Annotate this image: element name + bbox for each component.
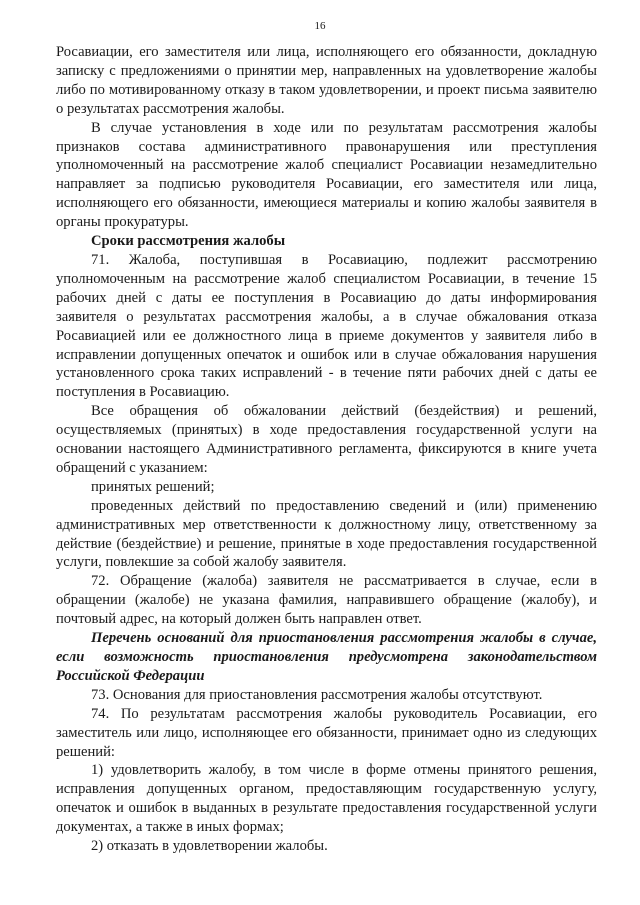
paragraph-report-note: Росавиации, его заместителя или лица, исполняющего его обязанности, докладную записку с предложениями о принятии мер, направленных на удовлетворение жалобы либо по мотивированному отказу в таком удовлетворении, и проект письма заявителю о результатах рассмотрения жалобы. [56,44,597,117]
list-item-decisions: принятых решений; [91,478,215,495]
section-heading-suspension: Перечень оснований для приостановления рассмотрения жалобы в случае, если возможность приостановления предусмотрена законодательством Российской Федерации [56,630,597,684]
paragraph-71: 71. Жалоба, поступившая в Росавиацию, подлежит рассмотрению уполномоченным на рассмотрение жалоб специалистом Росавиации, в течение 15 рабочих дней с даты ее поступления в Росавиацию до даты информирования заявителя о результатах рассмотрения жалобы, а в случае обжалования отказа Росавиацией или ее должностного лица в приеме документов у заявителя либо в исправлении допущенных опечаток и ошибок или в случае обжалования нарушения установленного срока таких исправлений - в течение пяти рабочих дней с даты ее поступления в Росавиацию. [56,251,597,401]
list-item-actions: проведенных действий по предоставлению сведений и (или) применению административных мер ответственности к должностному лицу, ответственному за действие (бездействие) и решение, принятые в ходе предоставления государственной услуги, повлекшие за собой жалобу заявителя. [56,497,597,571]
list-item-refuse: 2) отказать в удовлетворении жалобы. [91,838,328,855]
page-number: 16 [314,20,326,32]
section-heading-review-terms: Сроки рассмотрения жалобы [91,233,286,250]
paragraph-73: 73. Основания для приостановления рассмотрения жалобы отсутствуют. [91,686,543,703]
document-body [56,43,597,856]
paragraph-72: 72. Обращение (жалоба) заявителя не рассматривается в случае, если в обращении (жалобе) не указана фамилия, направившего обращение (жалобу), и почтовый адрес, на который должен быть направлен ответ. [56,573,597,628]
paragraph-prosecution: В случае установления в ходе или по результатам рассмотрения жалобы признаков состава административного правонарушения или преступления уполномоченный на рассмотрение жалоб специалист Росавиации незамедлительно направляет за подписью руководителя Росавиации, его заместителя или лица, исполняющего его обязанности, имеющиеся материалы и копию жалобы заявителя в органы прокуратуры. [56,119,597,231]
paragraph-74: 74. По результатам рассмотрения жалобы руководитель Росавиации, его заместитель или лицо, исполняющее его обязанности, принимает одно из следующих решений: [56,705,597,760]
list-item-satisfy: 1) удовлетворить жалобу, в том числе в форме отмены принятого решения, исправления допущенных органом, предоставляющим государственную услугу, опечаток и ошибок в выданных в результате предоставления государственной услуги документах, а также в иных формах; [56,762,597,836]
paragraph-appeals-registry: Все обращения об обжаловании действий (бездействия) и решений, осуществляемых (принятых) в ходе предоставления государственной услуги на основании настоящего Административного регламента, фиксируются в книге учета обращений с указанием: [56,403,597,476]
